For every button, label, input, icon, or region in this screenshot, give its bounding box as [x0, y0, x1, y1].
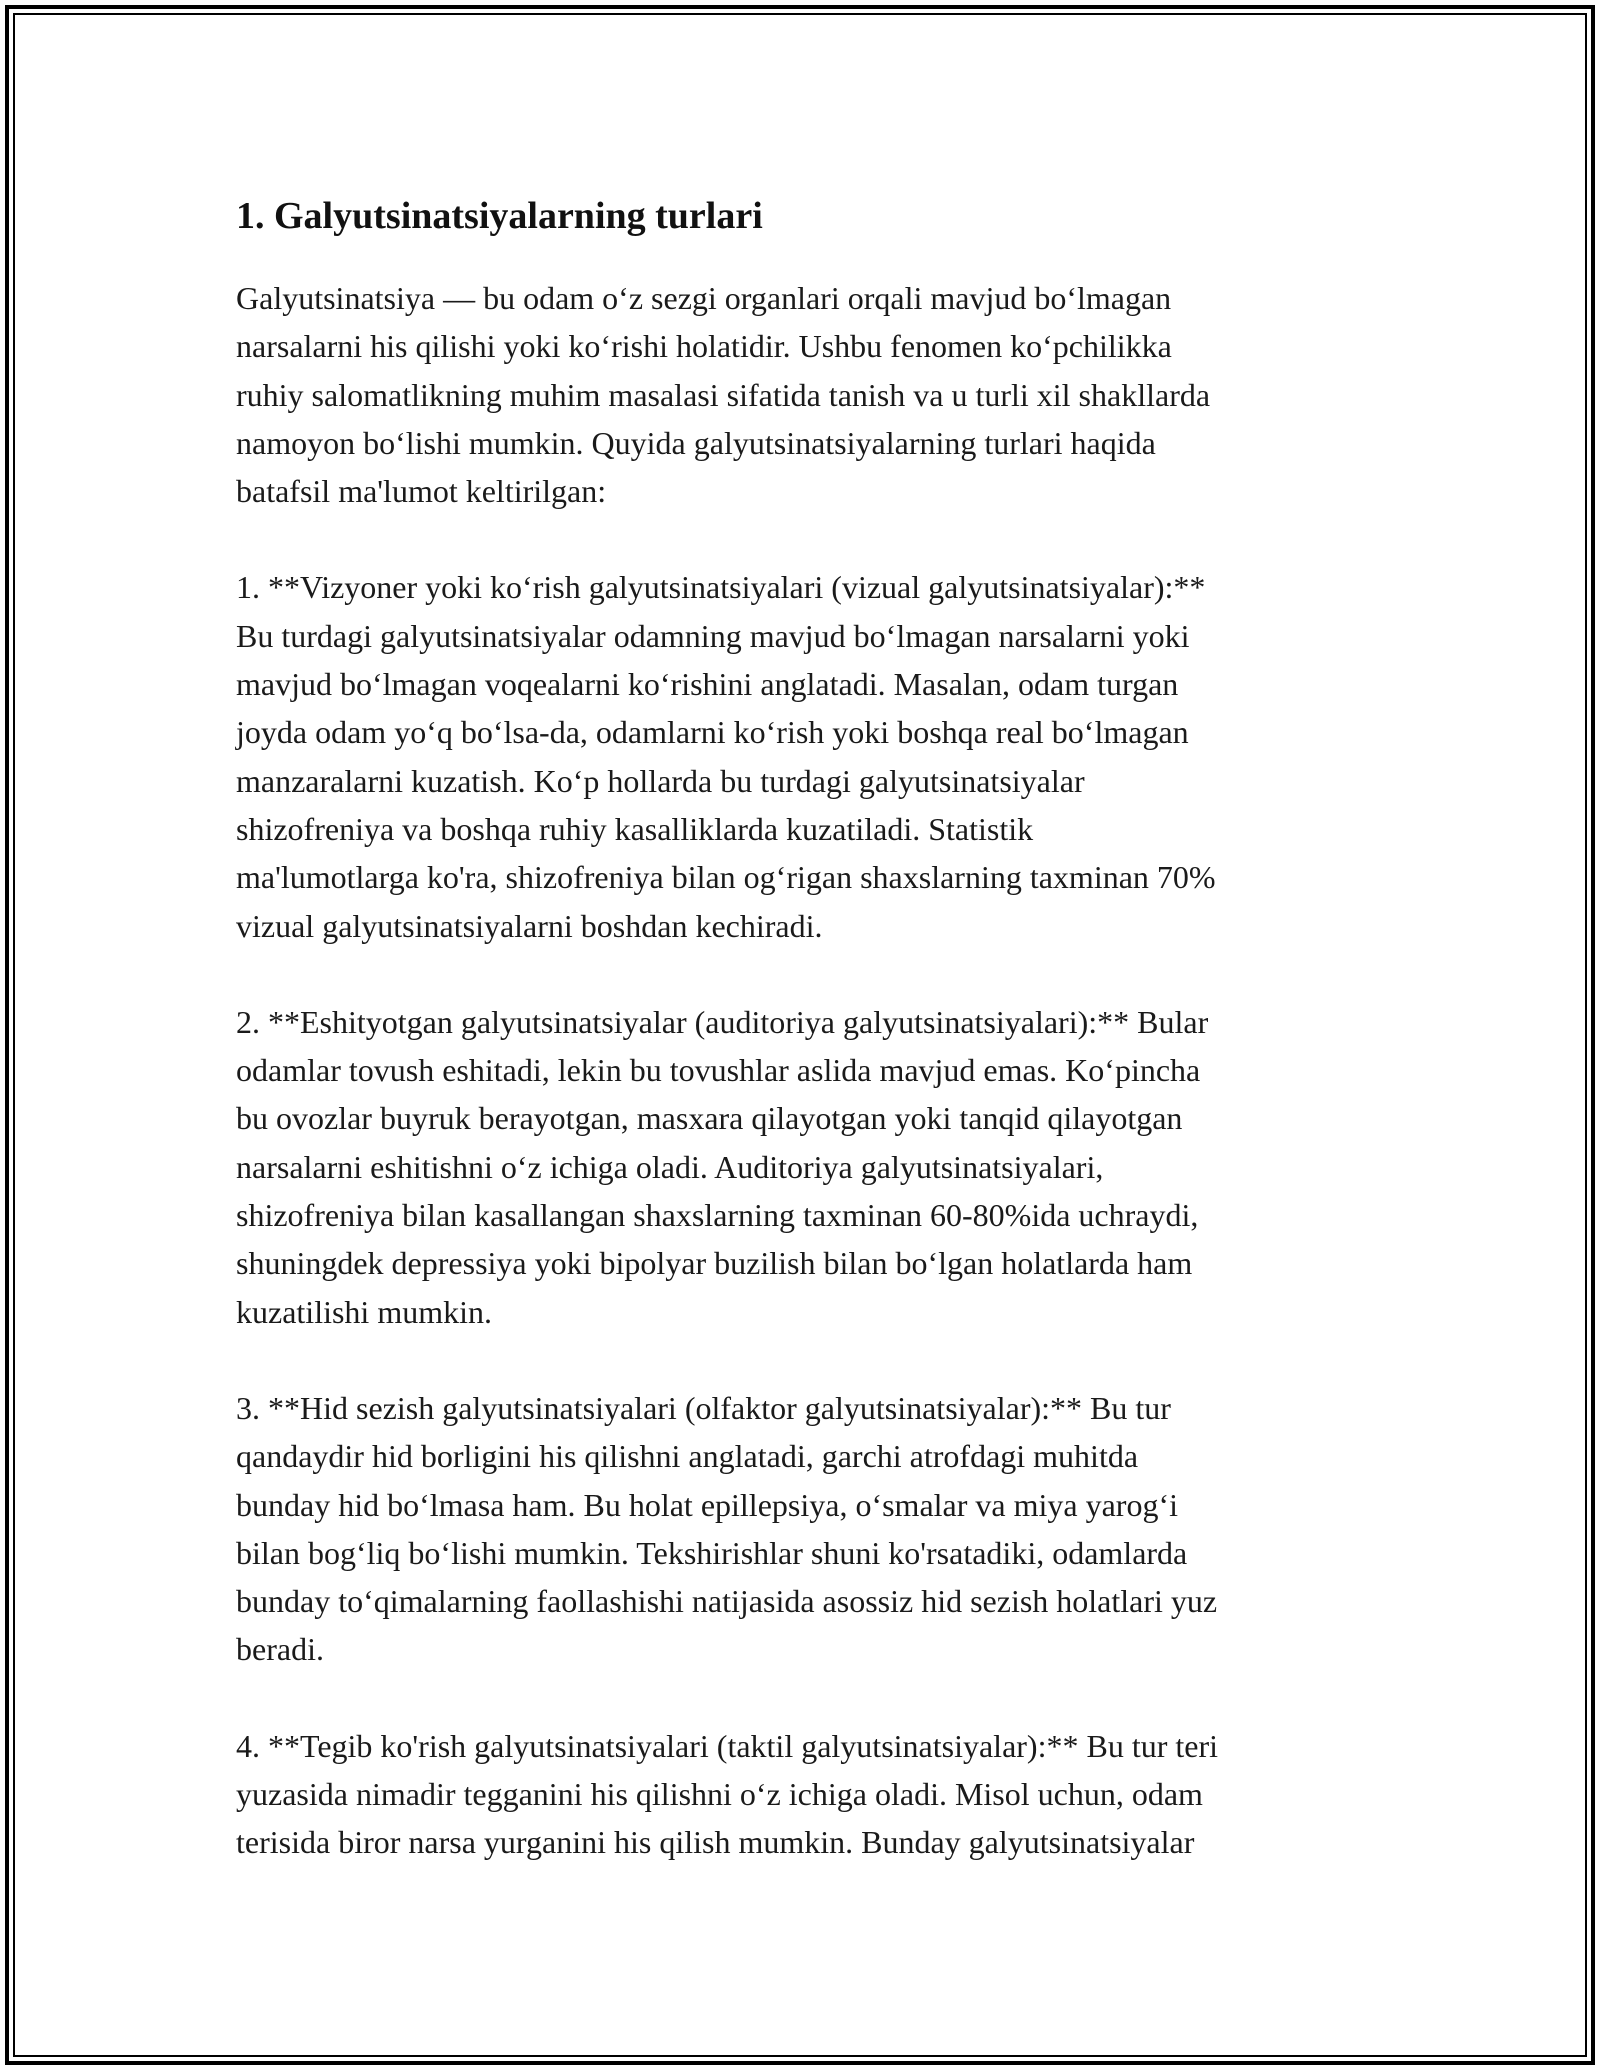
- document-body: [236, 186, 1372, 1915]
- paragraph-auditory-hallucinations: 2. **Eshityotgan galyutsinatsiyalar (auditoriya galyutsinatsiyalari):** Bular odamlar tovush eshitadi, lekin bu tovushlar aslida mavjud emas. Ko‘pincha bu ovozlar buyruk berayotgan, masxara qilayotgan yoki tanqid qilayotgan narsalarni eshitishni o‘z ichiga oladi. Auditoriya galyutsinatsiyalari, shizofreniya bilan kasallangan shaxslarning taxminan 60-80%ida uchraydi, shuningdek depressiya yoki bipolyar buzilish bilan bo‘lgan holatlarda ham kuzatilishi mumkin.: [236, 1003, 1209, 1330]
- paragraph-olfactory-hallucinations: 3. **Hid sezish galyutsinatsiyalari (olfaktor galyutsinatsiyalar):** Bu tur qandaydir hid borligini his qilishni anglatadi, garchi atrofdagi muhitda bunday hid bo‘lmasa ham. Bu holat epillepsiya, o‘smalar va miya yarog‘i bilan bog‘liq bo‘lishi mumkin. Tekshirishlar shuni ko'rsatadiki, odamlarda bunday to‘qimalarning faollashishi natijasida asossiz hid sezish holatlari yuz beradi.: [236, 1389, 1218, 1668]
- paragraph-visual-hallucinations: 1. **Vizyoner yoki ko‘rish galyutsinatsiyalari (vizual galyutsinatsiyalar):** Bu turdagi galyutsinatsiyalar odamning mavjud bo‘lmagan narsalarni yoki mavjud bo‘lmagan voqealarni ko‘rishini anglatadi. Masalan, odam turgan joyda odam yo‘q bo‘lsa-da, odamlarni ko‘rish yoki boshqa real bo‘lmagan manzaralarni kuzatish. Ko‘p hollarda bu turdagi galyutsinatsiyalar shizofreniya va boshqa ruhiy kasalliklarda kuzatiladi. Statistik ma'lumotlarga ko'ra, shizofreniya bilan og‘rigan shaxslarning taxminan 70% vizual galyutsinatsiyalarni boshdan kechiradi.: [236, 569, 1216, 944]
- section-title: 1. Galyutsinatsiyalarning turlari: [236, 195, 763, 237]
- intro-paragraph: Galyutsinatsiya — bu odam o‘z sezgi organlari orqali mavjud bo‘lmagan narsalarni his qilishi yoki ko‘rishi holatidir. Ushbu fenomen ko‘pchilikka ruhiy salomatlikning muhim masalasi sifatida tanish va u turli xil shakllarda namoyon bo‘lishi mumkin. Quyida galyutsinatsiyalarning turlari haqida batafsil ma'lumot keltirilgan:: [236, 280, 1211, 510]
- paragraph-tactile-hallucinations: 4. **Tegib ko'rish galyutsinatsiyalari (taktil galyutsinatsiyalar):** Bu tur teri yuzasida nimadir tegganini his qilishni o‘z ichiga oladi. Misol uchun, odam terisida biror narsa yurganini his qilish mumkin. Bunday galyutsinatsiyalar: [236, 1727, 1218, 1861]
